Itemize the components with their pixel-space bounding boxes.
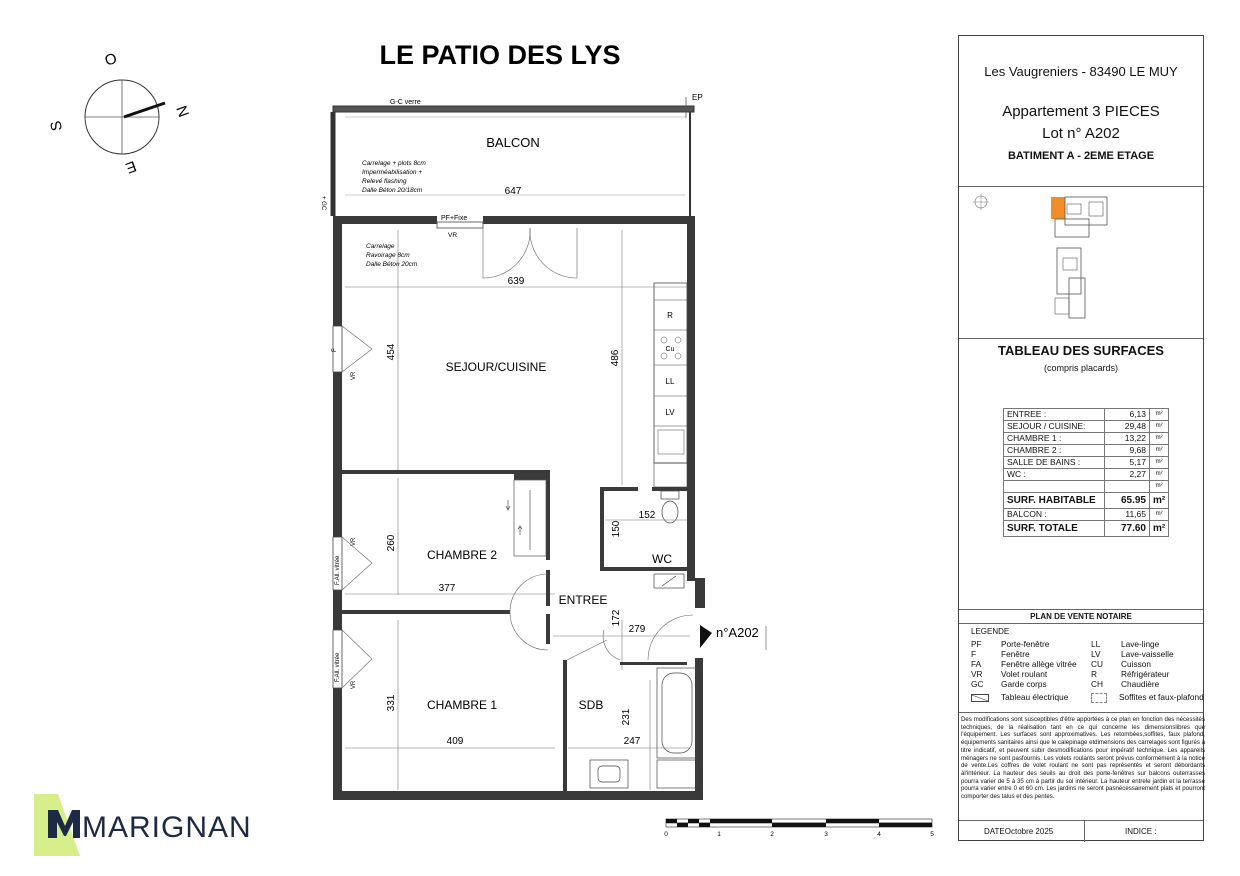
wc-fixtures bbox=[654, 491, 684, 588]
floor-note-2: Ravoirage 8cm bbox=[366, 252, 410, 259]
window-fa-label-1: F.All. vitrée bbox=[335, 555, 341, 585]
dim-entree-w: 279 bbox=[628, 624, 646, 635]
outer-walls bbox=[333, 216, 705, 800]
lot-tag: n°A202 bbox=[716, 625, 759, 640]
room-wc: WC bbox=[652, 552, 672, 566]
divider bbox=[959, 820, 1203, 821]
dim-ch2-h: 260 bbox=[386, 534, 397, 552]
compass-n: N bbox=[172, 103, 192, 120]
divider bbox=[959, 712, 1203, 713]
dim-wc-h: 150 bbox=[611, 520, 622, 538]
compass bbox=[47, 50, 191, 177]
divider bbox=[1084, 820, 1085, 842]
dim-ch1-w: 409 bbox=[446, 736, 464, 747]
surfaces-title: TABLEAU DES SURFACES bbox=[998, 343, 1164, 358]
legend-item: Soffites et faux-plafond bbox=[1091, 692, 1204, 703]
kitchen-r: R bbox=[667, 311, 673, 320]
vr-label-1: VR bbox=[351, 371, 357, 380]
surface-row: SALLE DE BAINS : 5,17 m² bbox=[1004, 457, 1169, 469]
legend-item: CH Chaudière bbox=[1091, 679, 1160, 689]
plan-title: PLAN DE VENTE NOTAIRE bbox=[1030, 612, 1132, 621]
dim-sdb-h: 231 bbox=[621, 708, 632, 726]
surfaces-table bbox=[1003, 408, 1169, 537]
scale-bar bbox=[666, 819, 932, 827]
balcon-row: BALCON : 11,65 m² bbox=[1004, 509, 1169, 521]
scale-label-4: 4 bbox=[877, 831, 881, 838]
brand-logo bbox=[34, 794, 252, 856]
building-floor: BATIMENT A - 2EME ETAGE bbox=[1007, 150, 1155, 162]
electrical-panel-icon bbox=[971, 694, 989, 702]
legend-item: PF Porte-fenêtre bbox=[971, 639, 1050, 649]
surface-row: SEJOUR / CUISINE: 29,48 m² bbox=[1004, 421, 1169, 433]
index-field: INDICE : bbox=[1125, 827, 1157, 836]
address: Les Vaugreniers - 83490 LE MUY bbox=[984, 64, 1178, 79]
dim-sdb-w: 247 bbox=[623, 736, 641, 747]
balcony-note-1: Carrelage + plots 8cm bbox=[362, 160, 426, 167]
room-chambre2: CHAMBRE 2 bbox=[426, 548, 498, 562]
balcony-note-4: Dalle Béton 20/18cm bbox=[362, 187, 423, 194]
window-f-label: F bbox=[332, 348, 338, 352]
entry-marker bbox=[700, 625, 766, 650]
closet-ch2 bbox=[506, 480, 546, 556]
patio-door-label: PF+Fixe bbox=[441, 215, 468, 222]
kitchen-ll: LL bbox=[665, 377, 675, 386]
railing-label: G-C verre bbox=[390, 99, 421, 106]
scale-label-3: 3 bbox=[824, 831, 828, 838]
window-fa-label-2: F.All. vitrée bbox=[335, 652, 341, 682]
divider bbox=[959, 623, 1203, 624]
legend-item: CU Cuisson bbox=[1091, 659, 1151, 669]
room-entree: ENTREE bbox=[558, 593, 608, 607]
window-swings bbox=[342, 326, 372, 688]
scale-label-1: 1 bbox=[717, 831, 721, 838]
soffit-icon bbox=[1091, 693, 1107, 703]
legend-title: LEGENDE bbox=[971, 627, 1010, 636]
date-field: DATEOctobre 2025 bbox=[984, 827, 1054, 836]
surface-row: ENTREE : 6,13 m² bbox=[1004, 409, 1169, 421]
kitchen bbox=[654, 283, 687, 487]
floor-note-3: Dalle Béton 20cm bbox=[366, 261, 418, 268]
kitchen-lv: LV bbox=[665, 408, 675, 417]
dim-sejour-h-right: 486 bbox=[610, 349, 621, 367]
sdb-fixtures bbox=[590, 668, 697, 788]
vr-label-door: VR bbox=[448, 232, 458, 239]
dim-sejour-h-left: 454 bbox=[386, 343, 397, 361]
doors bbox=[510, 574, 693, 660]
vr-label-2: VR bbox=[351, 537, 357, 546]
dim-entree-h: 172 bbox=[611, 609, 622, 627]
compass-o: O bbox=[102, 49, 120, 70]
patio-door bbox=[437, 215, 577, 278]
dim-balcony-width: 647 bbox=[504, 186, 522, 197]
lot-number: Lot n° A202 bbox=[1042, 125, 1120, 142]
surf-habitable-row: SURF. HABITABLE 65.95 m² bbox=[1004, 493, 1169, 509]
apt-type: Appartement 3 PIECES bbox=[1002, 103, 1160, 120]
legend-item: VR Volet roulant bbox=[971, 669, 1048, 679]
balcony-note-2: Imperméabilisation + bbox=[362, 169, 423, 176]
balcony-note-3: Relevé flashing bbox=[362, 178, 407, 185]
kitchen-cu: Cu bbox=[665, 346, 675, 353]
room-balcon: BALCON bbox=[486, 135, 540, 150]
dim-wc-w: 152 bbox=[638, 510, 656, 521]
compass-e: E bbox=[123, 157, 139, 177]
key-plan bbox=[959, 186, 1205, 338]
surface-row: WC : 2,27 m² bbox=[1004, 469, 1169, 481]
balcony-side-label: + GC bbox=[320, 196, 326, 211]
surface-row: CHAMBRE 1 : 13,22 m² bbox=[1004, 433, 1169, 445]
dimension-texts bbox=[386, 276, 656, 747]
room-chambre1: CHAMBRE 1 bbox=[426, 698, 498, 712]
room-sejour: SEJOUR/CUISINE bbox=[445, 360, 547, 374]
surf-totale-row: SURF. TOTALE 77.60 m² bbox=[1004, 521, 1169, 537]
dim-sejour-w: 639 bbox=[507, 276, 525, 287]
disclaimer: Des modifications sont susceptibles d'être apportées à ce plan en fonction des nécessités techniques, de la réalisation tant en ce qui concerne les dimensionslibres que l'équipement. Les surfaces sont approximatives. Les retombées,soffites, faux plafond, équipements sanitaires ainsi que le calepinage etdimensions des carrelages sont figurés à titre indicatif, et peuvent subir desmodifications pour impératif technique. Les appareils ménagers ne sont pasfournis. Les volets roulants seront prévus conformément à la notice de vente.Les coffres de volet roulant ne sont pas représentés et seront débordants àl'intérieur. La hauteur des seuils au droit des porte-fenêtres sur balcons outerrasses pourra varier de 5 à 35 cm à partir du sol intérieur. La hauteur entrele jardin et la terrasse pourra varier entre 0 et 60 cm. Les jardins ne seront pasnécessairement plats et pourront comporter des talus et des pentes. bbox=[961, 716, 1205, 801]
floor-note-1: Carrelage bbox=[366, 243, 395, 250]
dim-ch1-h: 331 bbox=[386, 694, 397, 712]
legend-item: F Fenêtre bbox=[971, 649, 1030, 659]
ep-label: EP bbox=[692, 93, 703, 102]
legend-item: LL Lave-linge bbox=[1091, 639, 1160, 649]
compass-s: S bbox=[47, 119, 66, 133]
surfaces-subtitle: (compris placards) bbox=[1043, 363, 1119, 373]
dim-ch2-w: 377 bbox=[438, 583, 456, 594]
legend-item: R Réfrigérateur bbox=[1091, 669, 1170, 679]
scale-label-2: 2 bbox=[770, 831, 774, 838]
title-block bbox=[958, 35, 1204, 841]
scale-labels bbox=[664, 831, 934, 838]
room-sdb: SDB bbox=[578, 698, 604, 712]
legend-item: Tableau électrique bbox=[971, 692, 1068, 702]
divider bbox=[959, 338, 1203, 339]
scale-label-5: 5 bbox=[930, 831, 934, 838]
page-title: LE PATIO DES LYS bbox=[379, 40, 621, 70]
legend-item: GC Garde corps bbox=[971, 679, 1047, 689]
legend-item: FA Fenêtre allège vitrée bbox=[971, 659, 1077, 669]
brand-name: MARIGNAN bbox=[82, 811, 252, 844]
surface-row: m² bbox=[1004, 481, 1169, 493]
divider bbox=[959, 609, 1203, 610]
balcony bbox=[320, 93, 703, 216]
legend-item: LV Lave-vaisselle bbox=[1091, 649, 1174, 659]
surface-row: CHAMBRE 2 : 9,68 m² bbox=[1004, 445, 1169, 457]
scale-label-0: 0 bbox=[664, 831, 668, 838]
vr-label-3: VR bbox=[351, 680, 357, 689]
